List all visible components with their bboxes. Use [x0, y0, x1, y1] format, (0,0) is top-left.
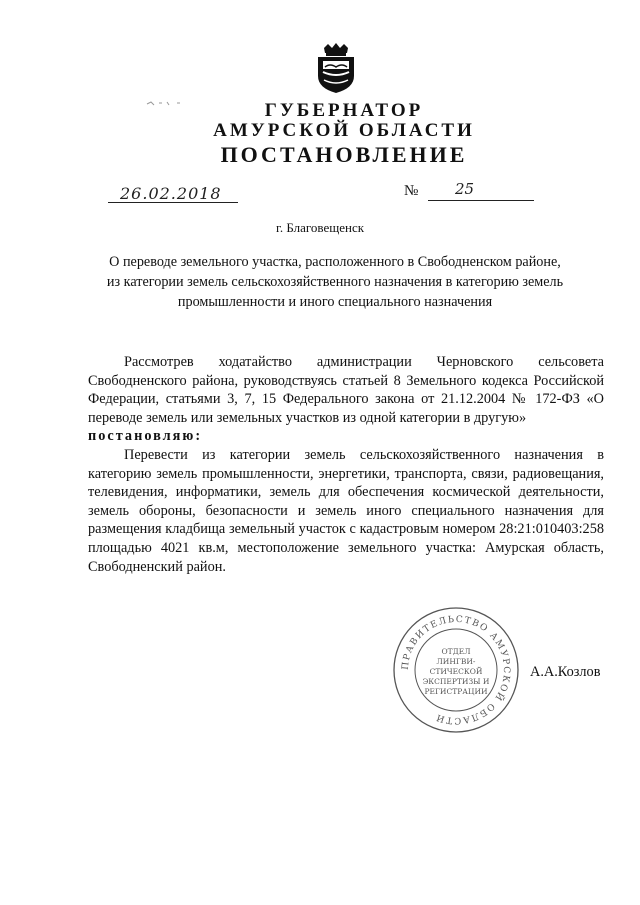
city-line: г. Благовещенск [275, 220, 365, 235]
heading-line: из категории земель сельскохозяйственного назначения в категорию земель [106, 274, 564, 290]
authority-title-line1: ГУБЕРНАТОР [264, 100, 424, 121]
signatory-name: А.А.Козлов [530, 664, 601, 680]
coat-of-arms-icon [314, 42, 358, 94]
document-date: 26.02.2018 [120, 184, 222, 203]
seal-center-text: ОТДЕЛ [441, 647, 471, 656]
heading-line: промышленности и иного специального назначения [177, 294, 493, 310]
date-underline [108, 202, 238, 203]
preamble-paragraph: Рассмотрев ходатайство администрации Черновского сельсовета Свободненского района, руководствуясь статьей 8 Земельного кодекса Российской Федерации, статьями 3, 7, 15 Федерального закона от 21.12.2004 № 172-ФЗ «О переводе земель или земельных участков из одной категории в другую» [88, 354, 604, 426]
seal-ring-text: ПРАВИТЕЛЬСТВО АМУРСКОЙ ОБЛАСТИ [400, 614, 512, 726]
decree-word: постановляю: [88, 428, 203, 445]
heading-line: О переводе земельного участка, расположенного в Свободненском районе, [109, 254, 561, 270]
resolution-paragraph: Перевести из категории земель сельскохозяйственного назначения в категорию земель промышленности, энергетики, транспорта, связи, радиовещания, телевидения, информатики, земель для обеспечения космической деятельности, земель обороны, безопасности и земель иного специального назначения для размещения кладбища земельный участок с кадастровым номером 28:21:010403:258 площадью 4021 кв.м, местоположение земельного участка: Амурская область, Свободненский район. [88, 446, 604, 575]
authority-title-line2: АМУРСКОЙ ОБЛАСТИ [213, 120, 475, 141]
document-body [88, 353, 604, 576]
official-seal-icon [392, 606, 520, 734]
document-number: 25 [455, 180, 475, 198]
seal-center-text: ЭКСПЕРТИЗЫ И [422, 677, 490, 686]
number-underline [428, 200, 534, 201]
number-label: № [404, 183, 419, 199]
seal-center-text: СТИЧЕСКОЙ [429, 667, 483, 676]
seal-center-text: РЕГИСТРАЦИИ [424, 687, 488, 696]
seal-center-text: ЛИНГВИ- [436, 657, 476, 666]
document-type-title: ПОСТАНОВЛЕНИЕ [220, 142, 468, 167]
document-heading [70, 252, 600, 312]
